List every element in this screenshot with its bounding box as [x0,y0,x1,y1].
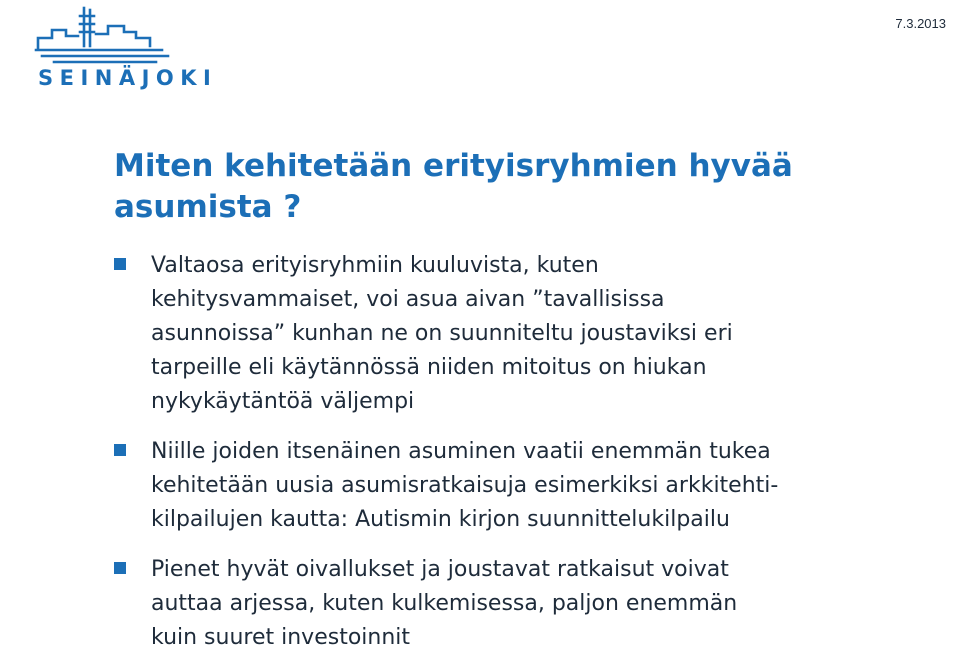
slide-title-line-1: Miten kehitetään erityisryhmien hyvää [114,148,793,184]
bullet-line: kehitysvammaiset, voi asua aivan ”tavallisissa [151,287,665,312]
bullet-line: kuin suuret investoinnit [151,625,411,650]
bullet-text [151,435,934,537]
bullet-line: kilpailujen kautta: Autismin kirjon suunnittelukilpailu [151,507,730,532]
slide-date: 7.3.2013 [895,16,946,31]
logo-wordmark: SEINÄJOKI [38,66,218,90]
bullet-text [151,249,934,419]
bullet-line: nykykäytäntöä väljempi [151,389,415,414]
slide-title [114,146,914,228]
square-bullet-icon [114,258,126,270]
bullet-list [114,249,934,671]
bullet-line: asunnoissa” kunhan ne on suunniteltu joustaviksi eri [151,321,733,346]
bullet-item [114,553,934,655]
bullet-line: Pienet hyvät oivallukset ja joustavat ratkaisut voivat [151,557,729,582]
bullet-line: Niille joiden itsenäinen asuminen vaatii enemmän tukea [151,439,771,464]
square-bullet-icon [114,444,126,456]
bullet-item [114,435,934,537]
bullet-line: Valtaosa erityisryhmiin kuuluvista, kuten [151,253,599,278]
bullet-text [151,553,934,655]
seinajoki-logo [32,6,218,96]
bullet-item [114,249,934,419]
bullet-line: auttaa arjessa, kuten kulkemisessa, paljon enemmän [151,591,738,616]
seinajoki-skyline-logo-icon [32,6,182,66]
bullet-line: tarpeille eli käytännössä niiden mitoitus on hiukan [151,355,707,380]
slide-title-line-2: asumista ? [114,189,302,225]
square-bullet-icon [114,562,126,574]
bullet-line: kehitetään uusia asumisratkaisuja esimerkiksi arkkitehti- [151,473,779,498]
